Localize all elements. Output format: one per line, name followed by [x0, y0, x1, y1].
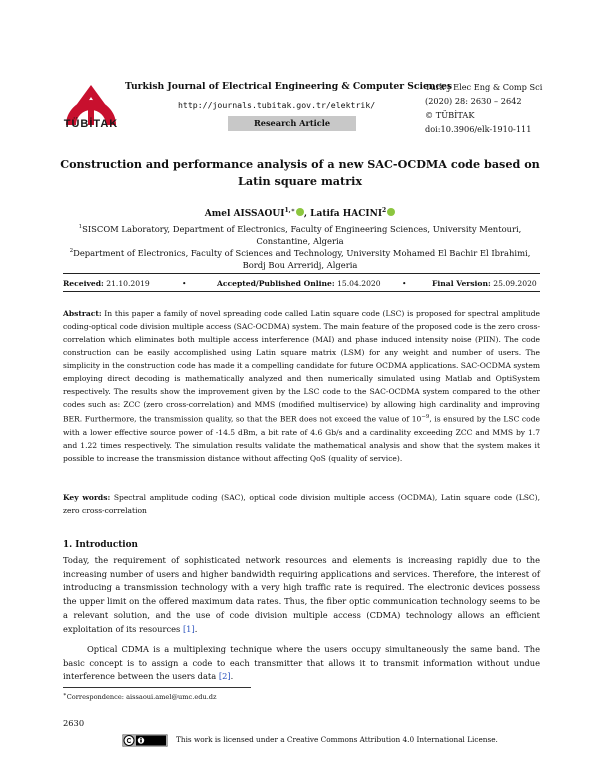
authors — [60, 207, 540, 219]
citation-link[interactable]: [2] — [218, 671, 231, 682]
intro-paragraph-1: Today, the requirement of sophisticated network resources and elements is increasing rapidly due to the increasing number of users and higher bandwidth requiring applications and services. Therefore, the interest of introducing a transmission technology with a very high traffic rate is required. The electronic devices possess the upper limit on the offered maximum data rates. Thus, the fiber optic communication technology seems to be a relevant solution, and the use of code division multiple access (CDMA) technology allows an efficient exploitation of its resources [1]. — [63, 555, 540, 634]
orcid-icon[interactable] — [296, 208, 304, 216]
accepted-date: Accepted/Published Online: 15.04.2020 — [217, 279, 381, 288]
dates-bottom-rule — [63, 291, 540, 292]
title-line-1: Construction and performance analysis of a new SAC-OCDMA code based on — [60, 157, 540, 171]
logo-text: TÜBİTAK — [63, 118, 119, 130]
keywords-label: Key words: — [63, 493, 111, 502]
footnote: ∗Correspondence: aissaoui.amel@umc.edu.dz — [63, 692, 217, 702]
title-line-2: Latin square matrix — [237, 174, 363, 188]
correspondence-email[interactable]: aissaoui.amel@umc.edu.dz — [126, 693, 217, 702]
keywords — [63, 491, 540, 517]
citation-link[interactable]: [1] — [182, 623, 195, 634]
affiliation-2 — [60, 245, 540, 271]
copyright: © TÜBİTAK — [425, 110, 475, 120]
article-type-label: Research Article — [253, 118, 331, 128]
author-1: Amel AISSAOUI — [204, 209, 285, 219]
affiliation-2-sup: 2 — [69, 248, 74, 254]
affiliation-1-sup: 1 — [78, 224, 83, 230]
affiliation-1 — [60, 221, 540, 247]
abstract-text-a: In this paper a family of novel spreading code called Latin square code (LSC) is proposed for spectral amplitude coding-optical code division multiple access (SAC-OCDMA) system. The main feature of the proposed code is the zero cross-correlation which eliminates both multiple access interference (MAI) and phase induced intensity noise (PIIN). The code construction can be easily accomplished using Latin square matrix (LSM) for any weight and number of users. The simplicity in the construction code has made it a compelling candidate for future OCDMA applications. SAC-OCDMA system employing direct decoding is mathematically analyzed and then numerically simulated using Matlab and OptiSystem respectively. The results show the improvement given by the LSC code to the SAC-OCDMA system compared to the other codes such as: ZCC (zero cross-correlation) and MMS (modified multiservice) by allowing high cardinality and improving BER. Furthermore, the transmission quality, so that the BER does not exceed the value of — [63, 309, 540, 424]
affiliation-2-line-1: Department of Electronics, Faculty of Sciences and Technology, University Mohamed El Bachir El Ibrahimi, — [73, 247, 531, 258]
cc-license-icon[interactable] — [122, 734, 168, 747]
intro-paragraph-2: Optical CDMA is a multiplexing technique where the users occupy simultaneously the same band. The basic concept is to assign a code to each transmitter that allows it to transmit information without undue interference between the users data [2]. — [63, 644, 540, 682]
bullet-1: • — [182, 279, 187, 288]
license-text: This work is licensed under a Creative Commons Attribution 4.0 International License. — [176, 735, 498, 744]
dates-top-rule — [63, 273, 540, 274]
paper-title — [60, 156, 540, 190]
affiliation-1-line-1: SISCOM Laboratory, Department of Electronics, Faculty of Engineering Sciences, University Mentouri, — [82, 223, 522, 234]
citation-journal: Turk J Elec Eng & Comp Sci — [425, 82, 543, 92]
author-1-sup: 1,∗ — [284, 207, 295, 214]
author-2-sup: 2 — [382, 207, 387, 214]
abstract — [63, 307, 540, 465]
received-date: Received: 21.10.2019 — [63, 279, 150, 288]
abstract-power-base: 10 — [411, 414, 422, 424]
abstract-label: Abstract: — [63, 309, 102, 318]
abstract-power-exp: −9 — [421, 414, 430, 420]
author-2: Latifa HACINI — [310, 209, 383, 219]
keywords-text: Spectral amplitude coding (SAC), optical code division multiple access (OCDMA), Latin square code (LSC), zero cross-correlation — [63, 493, 540, 515]
page-number: 2630 — [63, 718, 85, 728]
journal-url[interactable]: http://journals.tubitak.gov.tr/elektrik/ — [178, 100, 376, 110]
bullet-2: • — [402, 279, 407, 288]
footnote-rule — [63, 687, 251, 688]
final-version-date: Final Version: 25.09.2020 — [432, 279, 537, 288]
abstract-text-b: , is ensured by the LSC code with a lower effective source power of -14.5 dBm, a bit rate of 4.6 Gb/s and a cardinality exceeding ZCC and MMS by 1.7 and 1.22 times respectively. The simulation results validate the mathematical analysis and show that the system makes it possible to increase the transmission distance without affecting QoS (quality of service). — [63, 414, 541, 463]
doi[interactable]: doi:10.3906/elk-1910-111 — [425, 124, 532, 134]
citation-volume: (2020) 28: 2630 – 2642 — [425, 96, 522, 106]
affiliation-2-line-2: Bordj Bou Arreridj, Algeria — [242, 259, 358, 270]
orcid-icon[interactable] — [387, 208, 395, 216]
affiliation-1-line-2: Constantine, Algeria — [256, 235, 344, 246]
author-separator: , — [303, 209, 308, 219]
journal-name: Turkish Journal of Electrical Engineering & Computer Sciences — [125, 81, 453, 92]
section-title: 1. Introduction — [63, 540, 138, 550]
